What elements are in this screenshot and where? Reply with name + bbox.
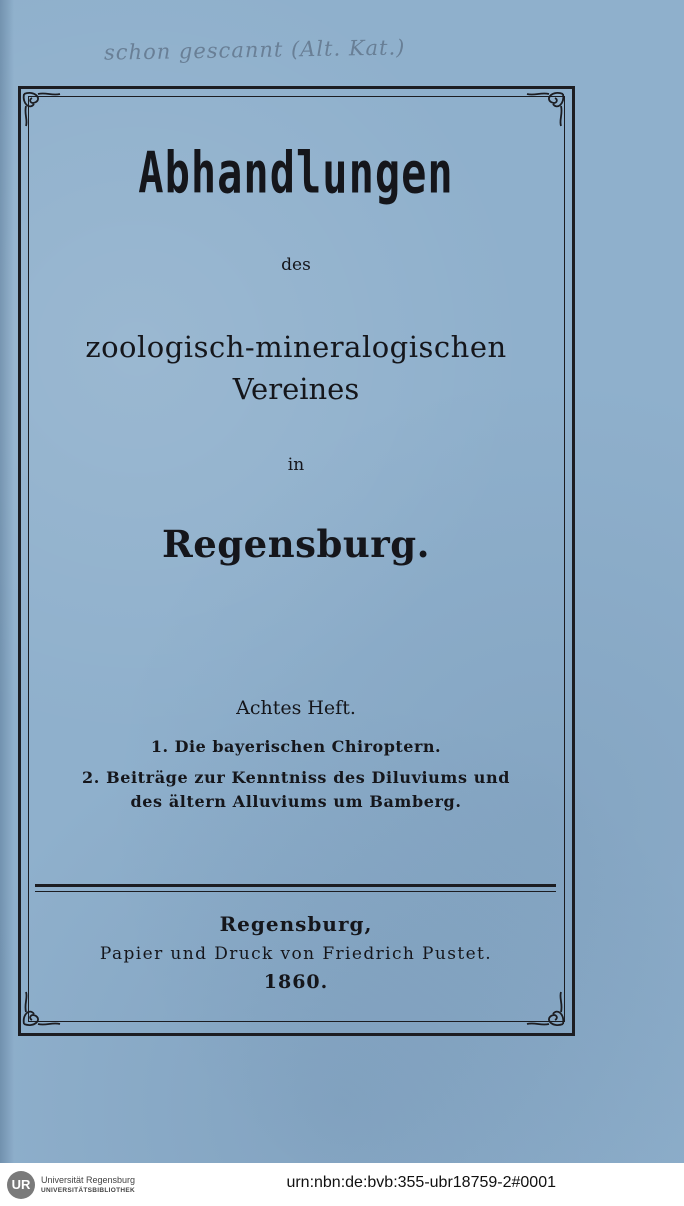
handwritten-note: schon gescannt (Alt. Kat.) xyxy=(103,35,406,65)
imprint-city: Regensburg, xyxy=(219,912,373,936)
divider-rule-thick xyxy=(35,884,556,887)
city-name: Regensburg. xyxy=(162,522,430,566)
cover-title: Abhandlungen xyxy=(138,140,454,207)
corner-ornament-top-right-icon xyxy=(521,88,567,128)
corner-ornament-bottom-left-icon xyxy=(20,990,66,1030)
digitization-footer xyxy=(0,1163,684,1206)
logo-text-library: UNIVERSITÄTSBIBLIOTHEK xyxy=(41,1187,135,1194)
connector-des: des xyxy=(281,255,311,275)
contents-item: 2. Beiträge zur Kenntniss des Diluviums und xyxy=(82,768,510,787)
university-logo-icon[interactable]: UR xyxy=(7,1171,35,1199)
corner-ornament-top-left-icon xyxy=(20,88,66,128)
imprint-printer: Papier und Druck von Friedrich Pustet. xyxy=(99,944,493,964)
connector-in: in xyxy=(287,455,305,475)
issue-number: Achtes Heft. xyxy=(236,697,356,719)
society-name-line1: zoologisch-mineralogischen xyxy=(85,330,507,364)
corner-ornament-bottom-right-icon xyxy=(521,990,567,1030)
cover-edge-shadow xyxy=(0,0,14,1163)
urn-identifier: urn:nbn:de:bvb:355-ubr18759-2#0001 xyxy=(286,1174,556,1191)
society-name-line2: Vereines xyxy=(232,372,360,406)
imprint-year: 1860. xyxy=(263,971,329,993)
contents-item-continued: des ältern Alluviums um Bamberg. xyxy=(130,792,462,811)
logo-text-university: Universität Regensburg xyxy=(41,1175,136,1185)
contents-item: 1. Die bayerischen Chiroptern. xyxy=(150,737,442,756)
divider-rule-thin xyxy=(35,891,556,892)
